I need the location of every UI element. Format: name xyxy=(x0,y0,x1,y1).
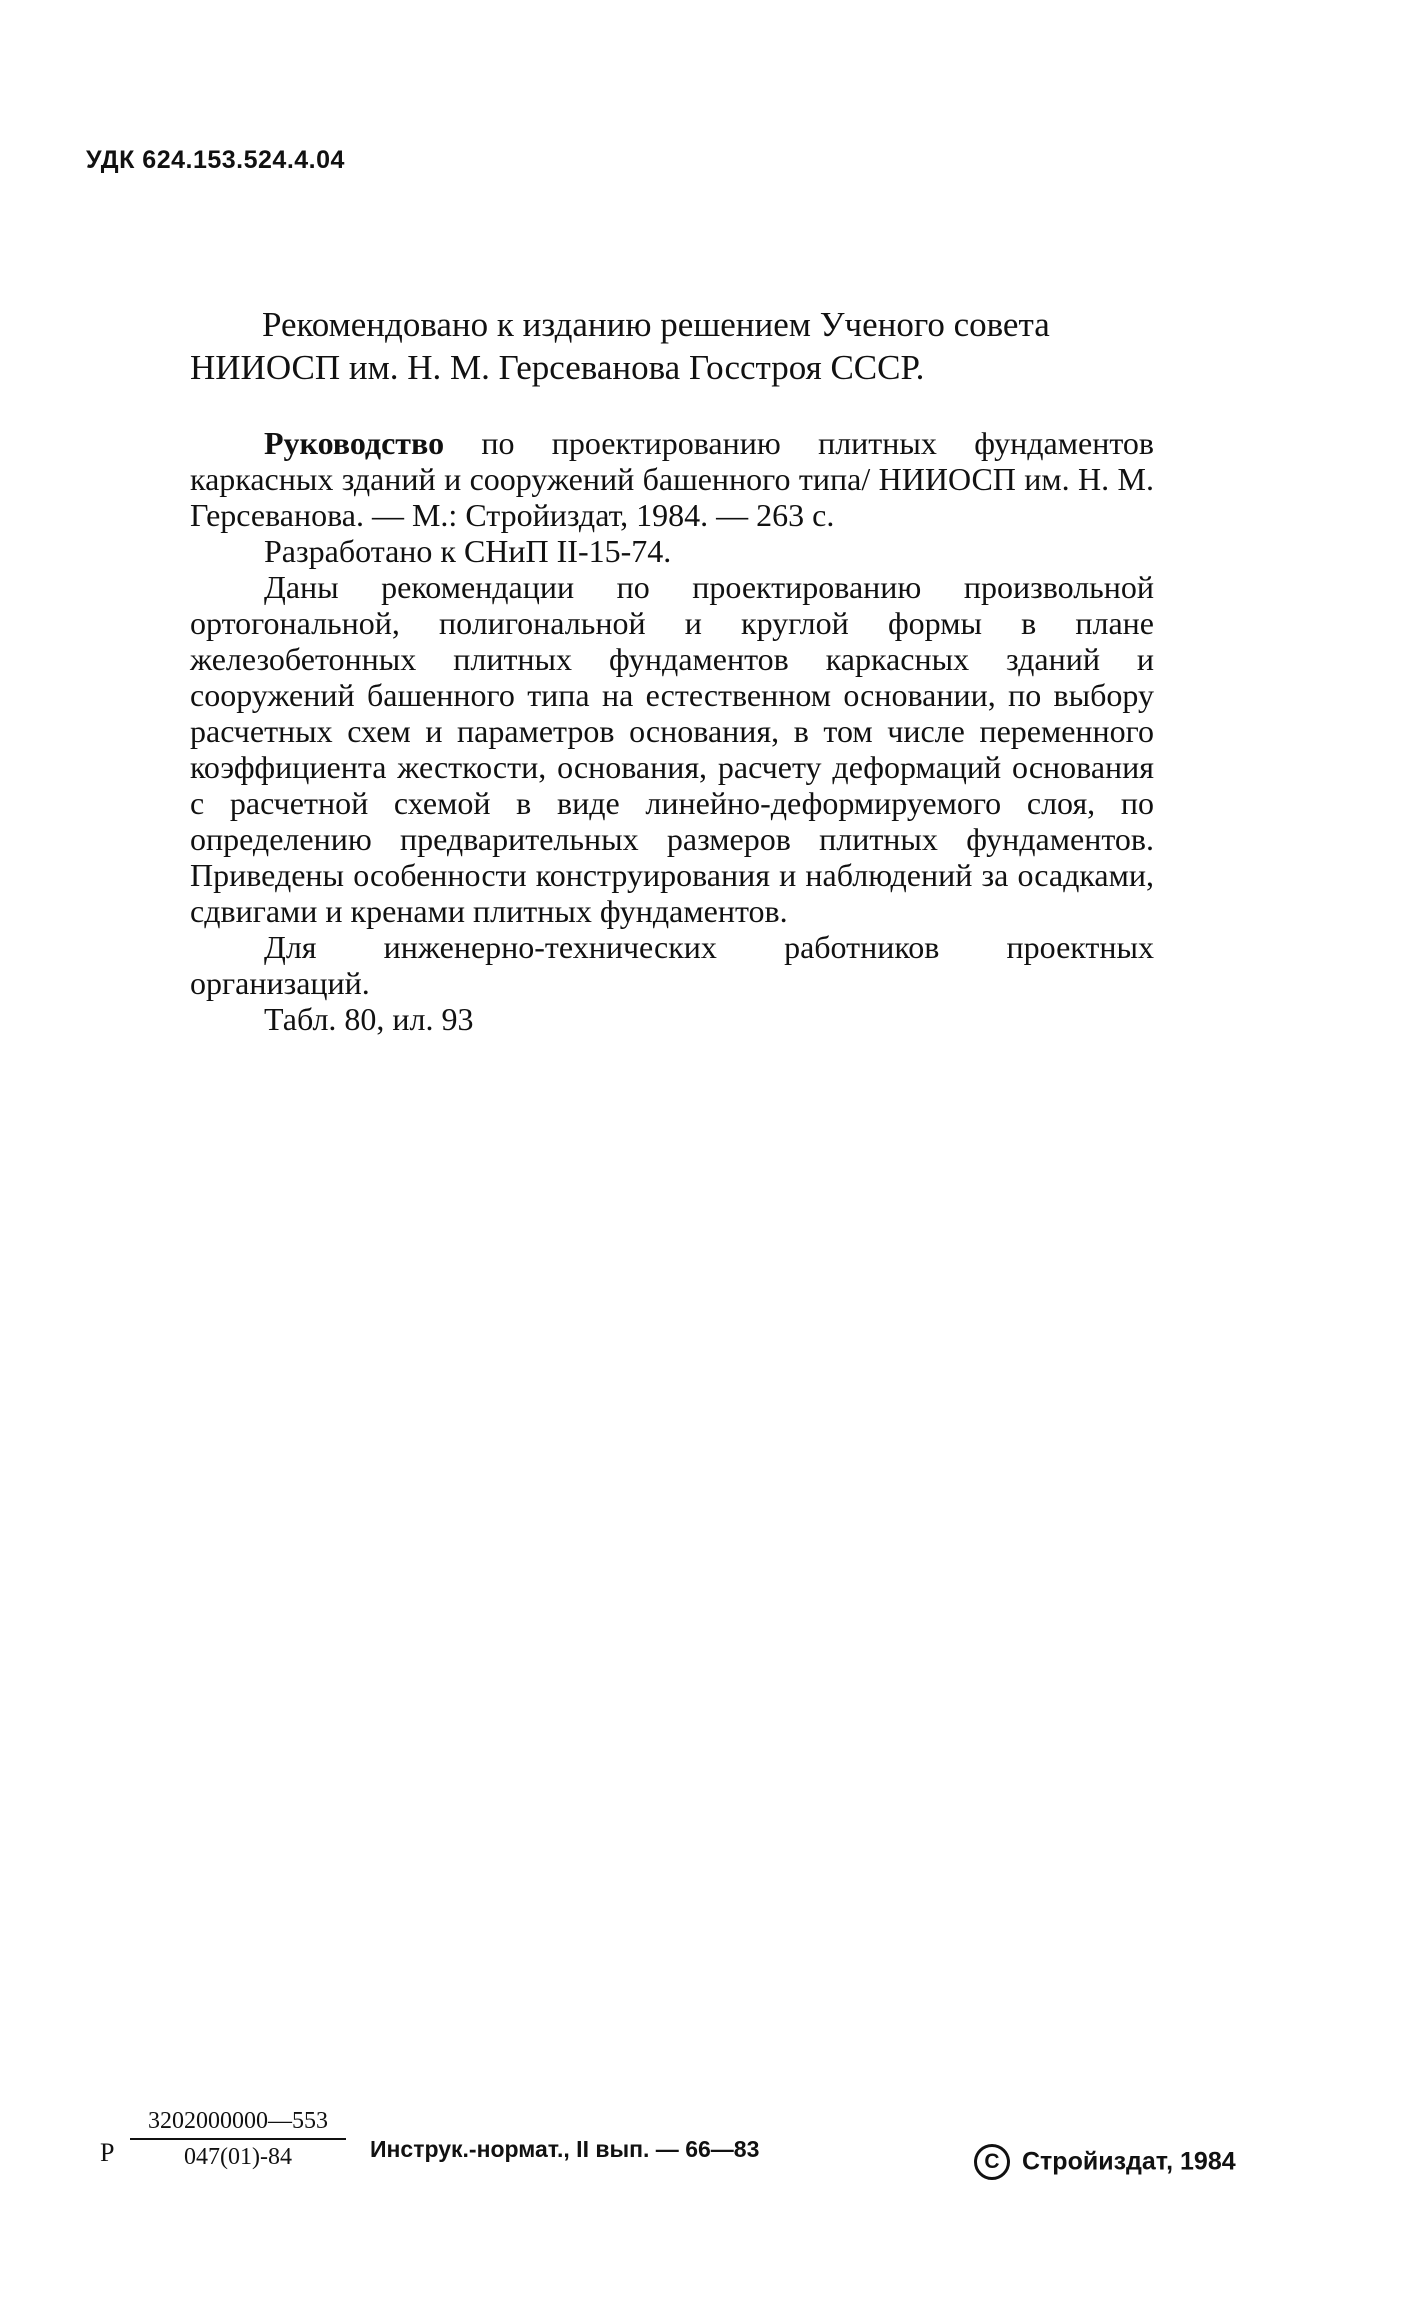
index-fraction xyxy=(130,2108,346,2171)
title-entry xyxy=(190,425,1154,533)
index-numerator: 3202000000—553 xyxy=(130,2108,346,2140)
tables-illustrations: Табл. 80, ил. 93 xyxy=(264,1001,474,1037)
developed-for: Разработано к СНиП II-15-74. xyxy=(264,533,672,569)
copyright-icon: C xyxy=(974,2144,1010,2180)
title-rest: по проектированию плитных фундаментов каркасных зданий и сооружений башенного типа/ НИИОСП им. Н. М. Герсеванова. — М.: Стройиздат, 1984. — 263 с. xyxy=(190,425,1154,533)
series-info: Инструк.-нормат., II вып. — 66—83 xyxy=(370,2136,760,2162)
abstract: Даны рекомендации по проектированию произвольной ортогональной, полигональной и круглой формы в плане железобетонных плитных фундаментов каркасных зданий и сооружений башенного типа на естественном основании, по выбору расчетных схем и параметров основания, в том числе переменного коэффициента жесткости, основания, расчету деформаций основания с расчетной схемой в виде линейно-деформируемого слоя, по определению предварительных размеров плитных фундаментов. Приведены особенности конструирования и наблюдений за осадками, сдвигами и кренами плитных фундаментов. xyxy=(190,569,1154,929)
copyright xyxy=(974,2144,1236,2180)
index-letter: Р xyxy=(100,2138,115,2167)
publication-recommendation xyxy=(190,303,1190,389)
imprint-footer xyxy=(100,2108,1300,2188)
udk-code: УДК 624.153.524.4.04 xyxy=(86,146,345,174)
bibliographic-description xyxy=(190,425,1154,1037)
title-lead-word: Руководство xyxy=(264,425,445,461)
audience: Для инженерно-технических работников проектных организаций. xyxy=(190,929,1154,1001)
recommendation-line-2: НИИОСП им. Н. М. Герсеванова Госстроя СССР. xyxy=(190,348,925,387)
recommendation-line-1: Рекомендовано к изданию решением Ученого совета xyxy=(262,305,1050,344)
index-denominator: 047(01)-84 xyxy=(184,2144,292,2170)
copyright-text: Стройиздат, 1984 xyxy=(1022,2147,1236,2176)
